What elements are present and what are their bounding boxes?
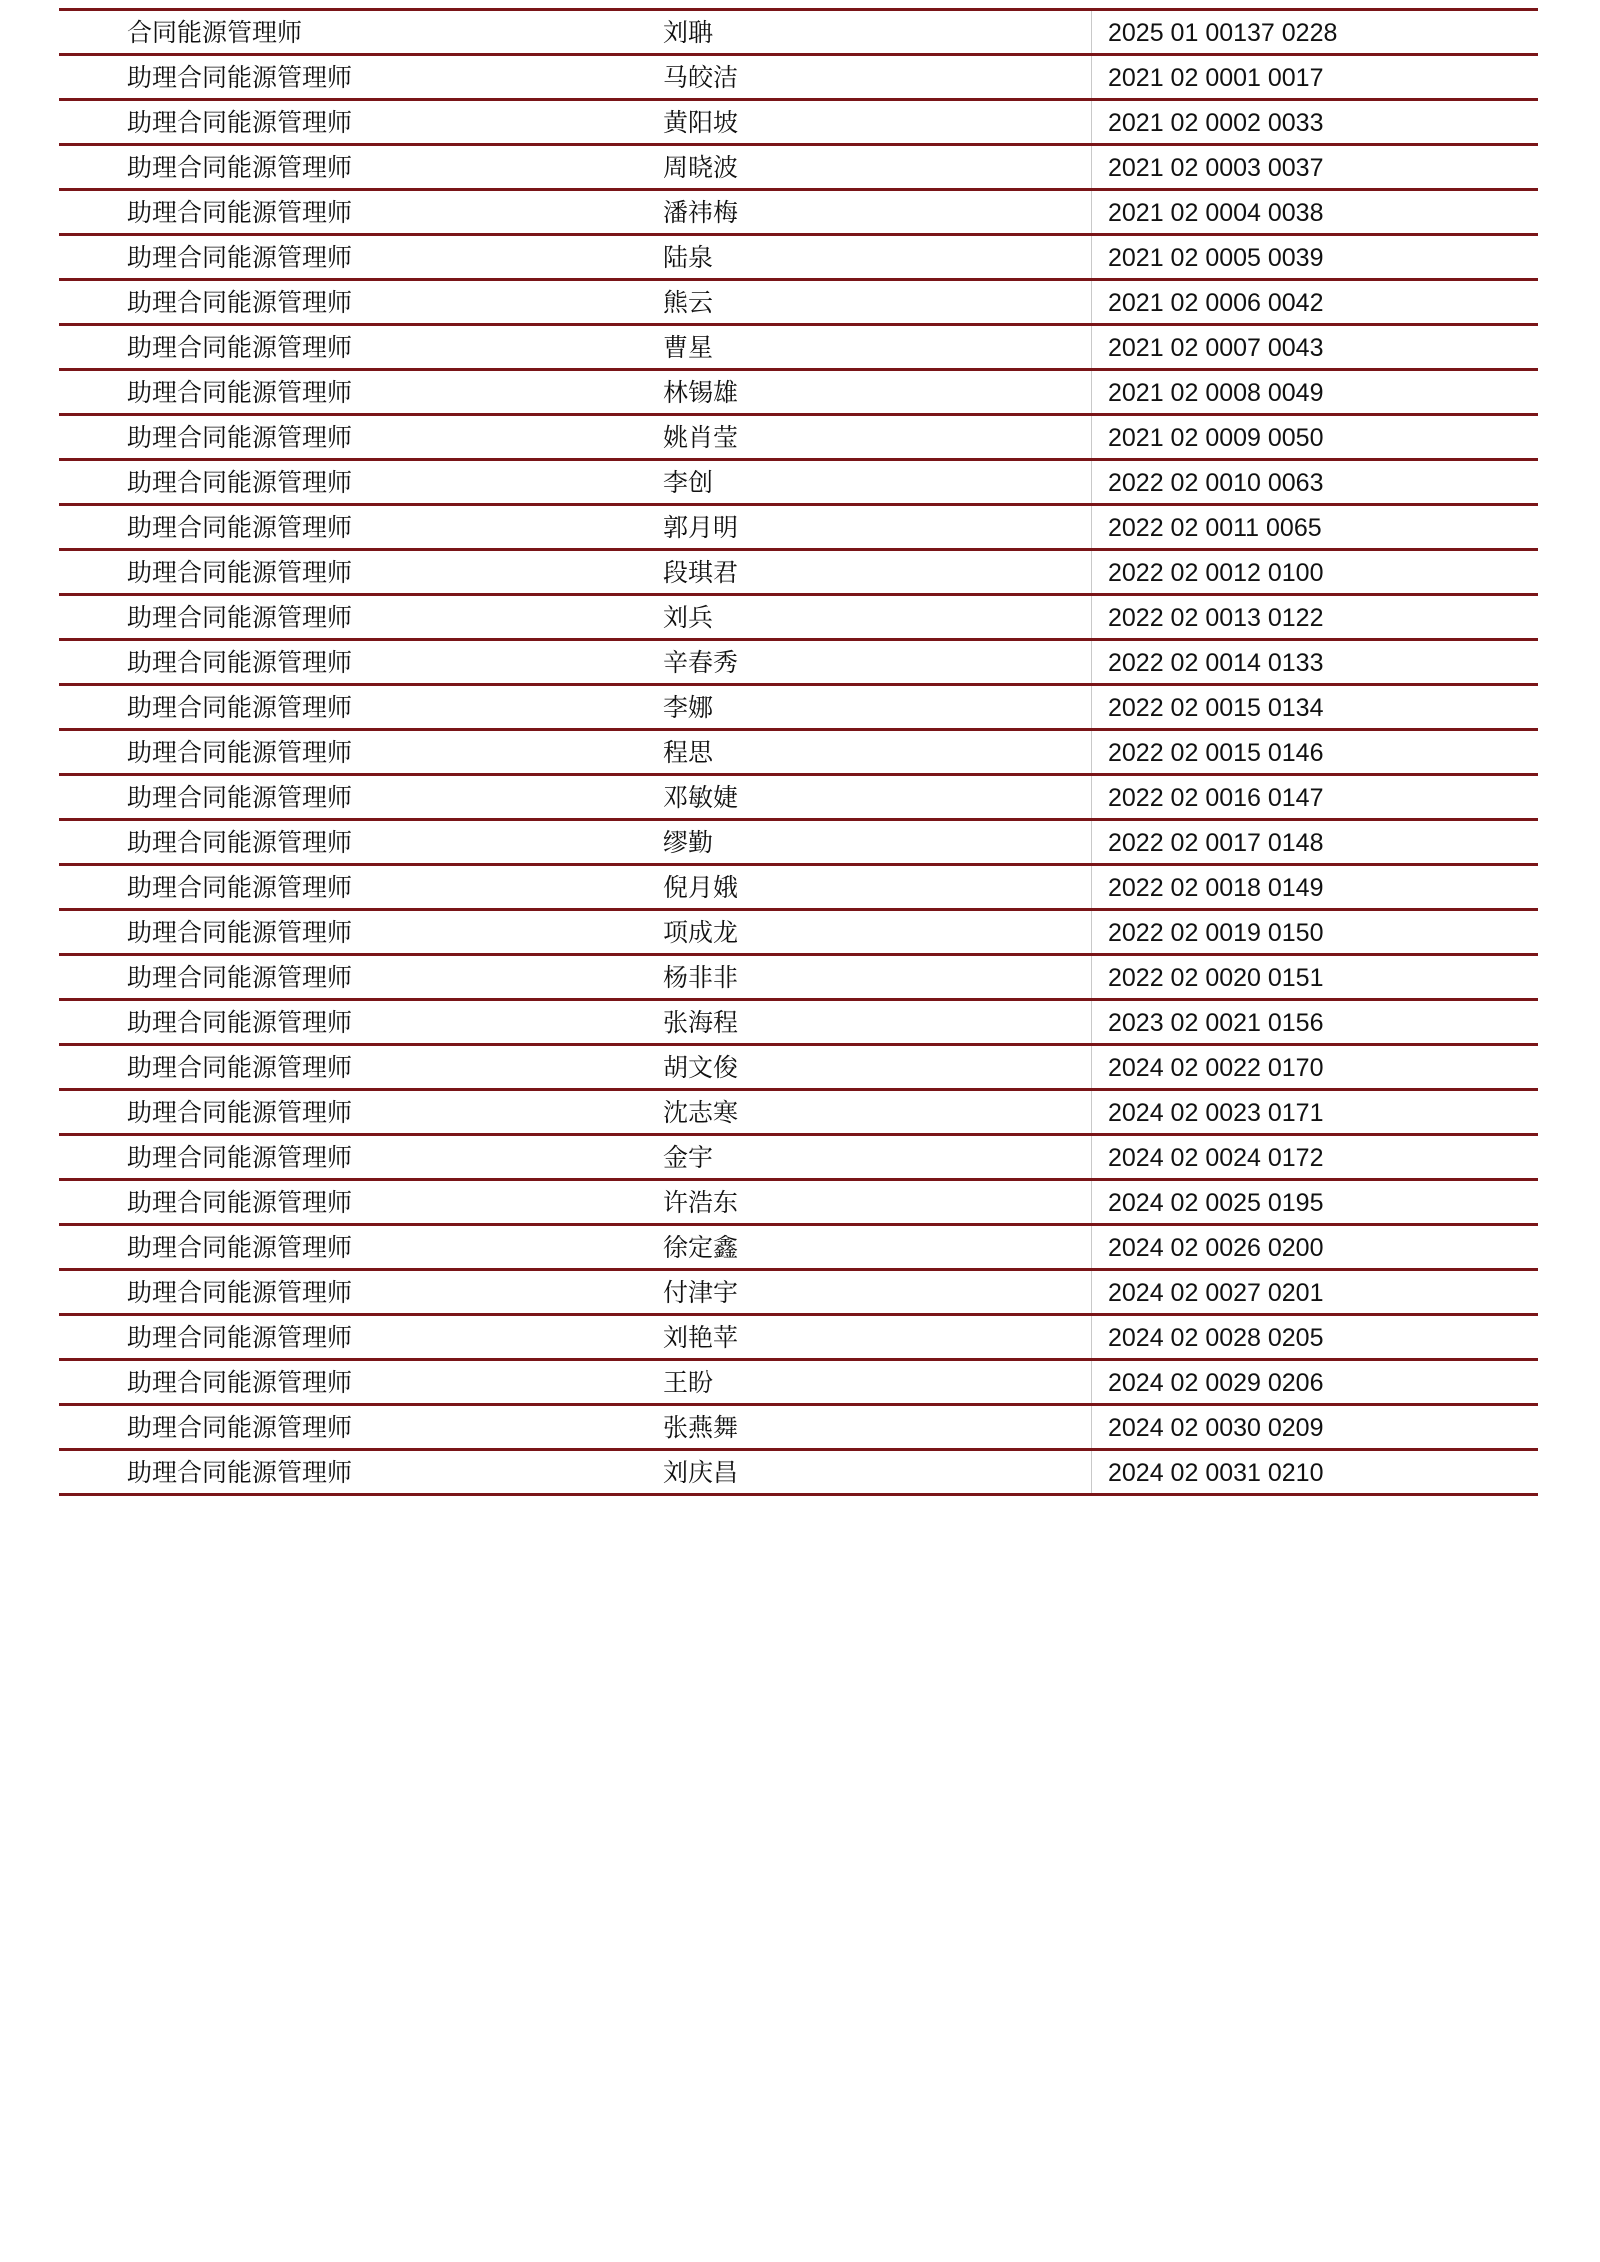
table-row bbox=[59, 101, 1538, 146]
certificate-number-cell: 2022 02 0015 0146 bbox=[1108, 739, 1324, 767]
title-cell: 合同能源管理师 bbox=[127, 18, 303, 47]
table-row bbox=[59, 281, 1538, 326]
title-cell: 助理合同能源管理师 bbox=[127, 288, 353, 317]
title-cell: 助理合同能源管理师 bbox=[127, 1143, 353, 1172]
certificate-number-cell: 2021 02 0005 0039 bbox=[1108, 244, 1324, 272]
name-cell: 金宇 bbox=[663, 1143, 714, 1172]
name-cell: 潘祎梅 bbox=[663, 198, 739, 227]
title-cell: 助理合同能源管理师 bbox=[127, 648, 353, 677]
table-row bbox=[59, 866, 1538, 911]
table-row bbox=[59, 236, 1538, 281]
name-cell: 李创 bbox=[663, 468, 714, 497]
column-divider bbox=[1091, 1271, 1092, 1313]
title-cell: 助理合同能源管理师 bbox=[127, 243, 353, 272]
certificate-number-cell: 2021 02 0009 0050 bbox=[1108, 424, 1324, 452]
table-row bbox=[59, 731, 1538, 776]
certificate-number-cell: 2024 02 0025 0195 bbox=[1108, 1189, 1324, 1217]
table-row bbox=[59, 461, 1538, 506]
name-cell: 陆泉 bbox=[663, 243, 714, 272]
table-row bbox=[59, 1226, 1538, 1271]
certificate-number-cell: 2022 02 0014 0133 bbox=[1108, 649, 1324, 677]
table-row bbox=[59, 56, 1538, 101]
table-row bbox=[59, 1271, 1538, 1316]
table-row bbox=[59, 686, 1538, 731]
certificate-number-cell: 2024 02 0022 0170 bbox=[1108, 1054, 1324, 1082]
column-divider bbox=[1091, 1046, 1092, 1088]
certificate-number-cell: 2024 02 0023 0171 bbox=[1108, 1099, 1324, 1127]
column-divider bbox=[1091, 371, 1092, 413]
column-divider bbox=[1091, 641, 1092, 683]
title-cell: 助理合同能源管理师 bbox=[127, 63, 353, 92]
column-divider bbox=[1091, 776, 1092, 818]
table-row bbox=[59, 1091, 1538, 1136]
table-row bbox=[59, 1406, 1538, 1451]
column-divider bbox=[1091, 551, 1092, 593]
table-row bbox=[59, 1451, 1538, 1496]
table-row bbox=[59, 326, 1538, 371]
certificate-number-cell: 2024 02 0028 0205 bbox=[1108, 1324, 1324, 1352]
name-cell: 沈志寒 bbox=[663, 1098, 739, 1127]
title-cell: 助理合同能源管理师 bbox=[127, 1278, 353, 1307]
table-row bbox=[59, 1316, 1538, 1361]
title-cell: 助理合同能源管理师 bbox=[127, 1053, 353, 1082]
column-divider bbox=[1091, 1451, 1092, 1493]
certificate-number-cell: 2022 02 0018 0149 bbox=[1108, 874, 1324, 902]
title-cell: 助理合同能源管理师 bbox=[127, 828, 353, 857]
table-row bbox=[59, 551, 1538, 596]
table-row bbox=[59, 371, 1538, 416]
column-divider bbox=[1091, 416, 1092, 458]
name-cell: 许浩东 bbox=[663, 1188, 739, 1217]
title-cell: 助理合同能源管理师 bbox=[127, 738, 353, 767]
name-cell: 张海程 bbox=[663, 1008, 739, 1037]
name-cell: 李娜 bbox=[663, 693, 714, 722]
title-cell: 助理合同能源管理师 bbox=[127, 1323, 353, 1352]
column-divider bbox=[1091, 1091, 1092, 1133]
table-row bbox=[59, 821, 1538, 866]
table-row bbox=[59, 416, 1538, 461]
name-cell: 倪月娥 bbox=[663, 873, 739, 902]
certificate-number-cell: 2021 02 0008 0049 bbox=[1108, 379, 1324, 407]
column-divider bbox=[1091, 1136, 1092, 1178]
column-divider bbox=[1091, 956, 1092, 998]
title-cell: 助理合同能源管理师 bbox=[127, 513, 353, 542]
certificate-number-cell: 2024 02 0024 0172 bbox=[1108, 1144, 1324, 1172]
title-cell: 助理合同能源管理师 bbox=[127, 693, 353, 722]
column-divider bbox=[1091, 506, 1092, 548]
table-row bbox=[59, 956, 1538, 1001]
table-row bbox=[59, 911, 1538, 956]
column-divider bbox=[1091, 686, 1092, 728]
column-divider bbox=[1091, 1361, 1092, 1403]
column-divider bbox=[1091, 11, 1092, 53]
certificate-number-cell: 2025 01 00137 0228 bbox=[1108, 19, 1338, 47]
certificate-number-cell: 2022 02 0020 0151 bbox=[1108, 964, 1324, 992]
title-cell: 助理合同能源管理师 bbox=[127, 1008, 353, 1037]
column-divider bbox=[1091, 1316, 1092, 1358]
column-divider bbox=[1091, 821, 1092, 863]
name-cell: 项成龙 bbox=[663, 918, 739, 947]
name-cell: 曹星 bbox=[663, 333, 714, 362]
column-divider bbox=[1091, 731, 1092, 773]
column-divider bbox=[1091, 101, 1092, 143]
certificate-number-cell: 2024 02 0026 0200 bbox=[1108, 1234, 1324, 1262]
table-row bbox=[59, 1001, 1538, 1046]
certificate-number-cell: 2021 02 0006 0042 bbox=[1108, 289, 1324, 317]
certificate-number-cell: 2024 02 0029 0206 bbox=[1108, 1369, 1324, 1397]
title-cell: 助理合同能源管理师 bbox=[127, 918, 353, 947]
column-divider bbox=[1091, 461, 1092, 503]
title-cell: 助理合同能源管理师 bbox=[127, 873, 353, 902]
name-cell: 程思 bbox=[663, 738, 714, 767]
column-divider bbox=[1091, 1406, 1092, 1448]
name-cell: 段琪君 bbox=[663, 558, 739, 587]
column-divider bbox=[1091, 866, 1092, 908]
table-row bbox=[59, 1136, 1538, 1181]
title-cell: 助理合同能源管理师 bbox=[127, 108, 353, 137]
certificate-number-cell: 2022 02 0013 0122 bbox=[1108, 604, 1324, 632]
certificate-number-cell: 2022 02 0012 0100 bbox=[1108, 559, 1324, 587]
title-cell: 助理合同能源管理师 bbox=[127, 1368, 353, 1397]
table-row bbox=[59, 641, 1538, 686]
title-cell: 助理合同能源管理师 bbox=[127, 558, 353, 587]
title-cell: 助理合同能源管理师 bbox=[127, 198, 353, 227]
table-row bbox=[59, 1361, 1538, 1406]
certificate-number-cell: 2022 02 0015 0134 bbox=[1108, 694, 1324, 722]
column-divider bbox=[1091, 596, 1092, 638]
name-cell: 杨非非 bbox=[663, 963, 739, 992]
certificate-number-cell: 2022 02 0016 0147 bbox=[1108, 784, 1324, 812]
title-cell: 助理合同能源管理师 bbox=[127, 423, 353, 452]
title-cell: 助理合同能源管理师 bbox=[127, 603, 353, 632]
certificate-table bbox=[59, 8, 1538, 1496]
title-cell: 助理合同能源管理师 bbox=[127, 378, 353, 407]
title-cell: 助理合同能源管理师 bbox=[127, 468, 353, 497]
certificate-number-cell: 2021 02 0002 0033 bbox=[1108, 109, 1324, 137]
name-cell: 付津宇 bbox=[663, 1278, 739, 1307]
table-row bbox=[59, 596, 1538, 641]
title-cell: 助理合同能源管理师 bbox=[127, 153, 353, 182]
name-cell: 胡文俊 bbox=[663, 1053, 739, 1082]
name-cell: 邓敏婕 bbox=[663, 783, 739, 812]
certificate-number-cell: 2021 02 0001 0017 bbox=[1108, 64, 1324, 92]
name-cell: 刘庆昌 bbox=[663, 1458, 739, 1487]
name-cell: 张燕舞 bbox=[663, 1413, 739, 1442]
table-row bbox=[59, 191, 1538, 236]
title-cell: 助理合同能源管理师 bbox=[127, 333, 353, 362]
title-cell: 助理合同能源管理师 bbox=[127, 1098, 353, 1127]
column-divider bbox=[1091, 146, 1092, 188]
certificate-number-cell: 2022 02 0019 0150 bbox=[1108, 919, 1324, 947]
column-divider bbox=[1091, 1181, 1092, 1223]
certificate-number-cell: 2024 02 0030 0209 bbox=[1108, 1414, 1324, 1442]
column-divider bbox=[1091, 911, 1092, 953]
title-cell: 助理合同能源管理师 bbox=[127, 1458, 353, 1487]
table-row bbox=[59, 776, 1538, 821]
certificate-number-cell: 2021 02 0003 0037 bbox=[1108, 154, 1324, 182]
column-divider bbox=[1091, 56, 1092, 98]
title-cell: 助理合同能源管理师 bbox=[127, 963, 353, 992]
certificate-number-cell: 2024 02 0027 0201 bbox=[1108, 1279, 1324, 1307]
certificate-number-cell: 2024 02 0031 0210 bbox=[1108, 1459, 1324, 1487]
certificate-number-cell: 2021 02 0007 0043 bbox=[1108, 334, 1324, 362]
column-divider bbox=[1091, 1001, 1092, 1043]
certificate-number-cell: 2022 02 0010 0063 bbox=[1108, 469, 1324, 497]
table-row bbox=[59, 1181, 1538, 1226]
column-divider bbox=[1091, 236, 1092, 278]
name-cell: 辛春秀 bbox=[663, 648, 739, 677]
name-cell: 刘聃 bbox=[663, 18, 714, 47]
name-cell: 熊云 bbox=[663, 288, 714, 317]
name-cell: 王盼 bbox=[663, 1368, 714, 1397]
name-cell: 郭月明 bbox=[663, 513, 739, 542]
name-cell: 姚肖莹 bbox=[663, 423, 739, 452]
name-cell: 黄阳坡 bbox=[663, 108, 739, 137]
table-row bbox=[59, 506, 1538, 551]
name-cell: 林锡雄 bbox=[663, 378, 739, 407]
title-cell: 助理合同能源管理师 bbox=[127, 1188, 353, 1217]
title-cell: 助理合同能源管理师 bbox=[127, 1233, 353, 1262]
certificate-number-cell: 2023 02 0021 0156 bbox=[1108, 1009, 1324, 1037]
column-divider bbox=[1091, 1226, 1092, 1268]
title-cell: 助理合同能源管理师 bbox=[127, 783, 353, 812]
name-cell: 刘兵 bbox=[663, 603, 714, 632]
column-divider bbox=[1091, 326, 1092, 368]
name-cell: 徐定鑫 bbox=[663, 1233, 739, 1262]
name-cell: 缪勤 bbox=[663, 828, 714, 857]
column-divider bbox=[1091, 281, 1092, 323]
name-cell: 周晓波 bbox=[663, 153, 739, 182]
certificate-number-cell: 2022 02 0017 0148 bbox=[1108, 829, 1324, 857]
certificate-number-cell: 2021 02 0004 0038 bbox=[1108, 199, 1324, 227]
name-cell: 马皎洁 bbox=[663, 63, 739, 92]
certificate-number-cell: 2022 02 0011 0065 bbox=[1108, 514, 1322, 542]
table-row bbox=[59, 11, 1538, 56]
table-row bbox=[59, 146, 1538, 191]
column-divider bbox=[1091, 191, 1092, 233]
table-row bbox=[59, 1046, 1538, 1091]
name-cell: 刘艳苹 bbox=[663, 1323, 739, 1352]
title-cell: 助理合同能源管理师 bbox=[127, 1413, 353, 1442]
